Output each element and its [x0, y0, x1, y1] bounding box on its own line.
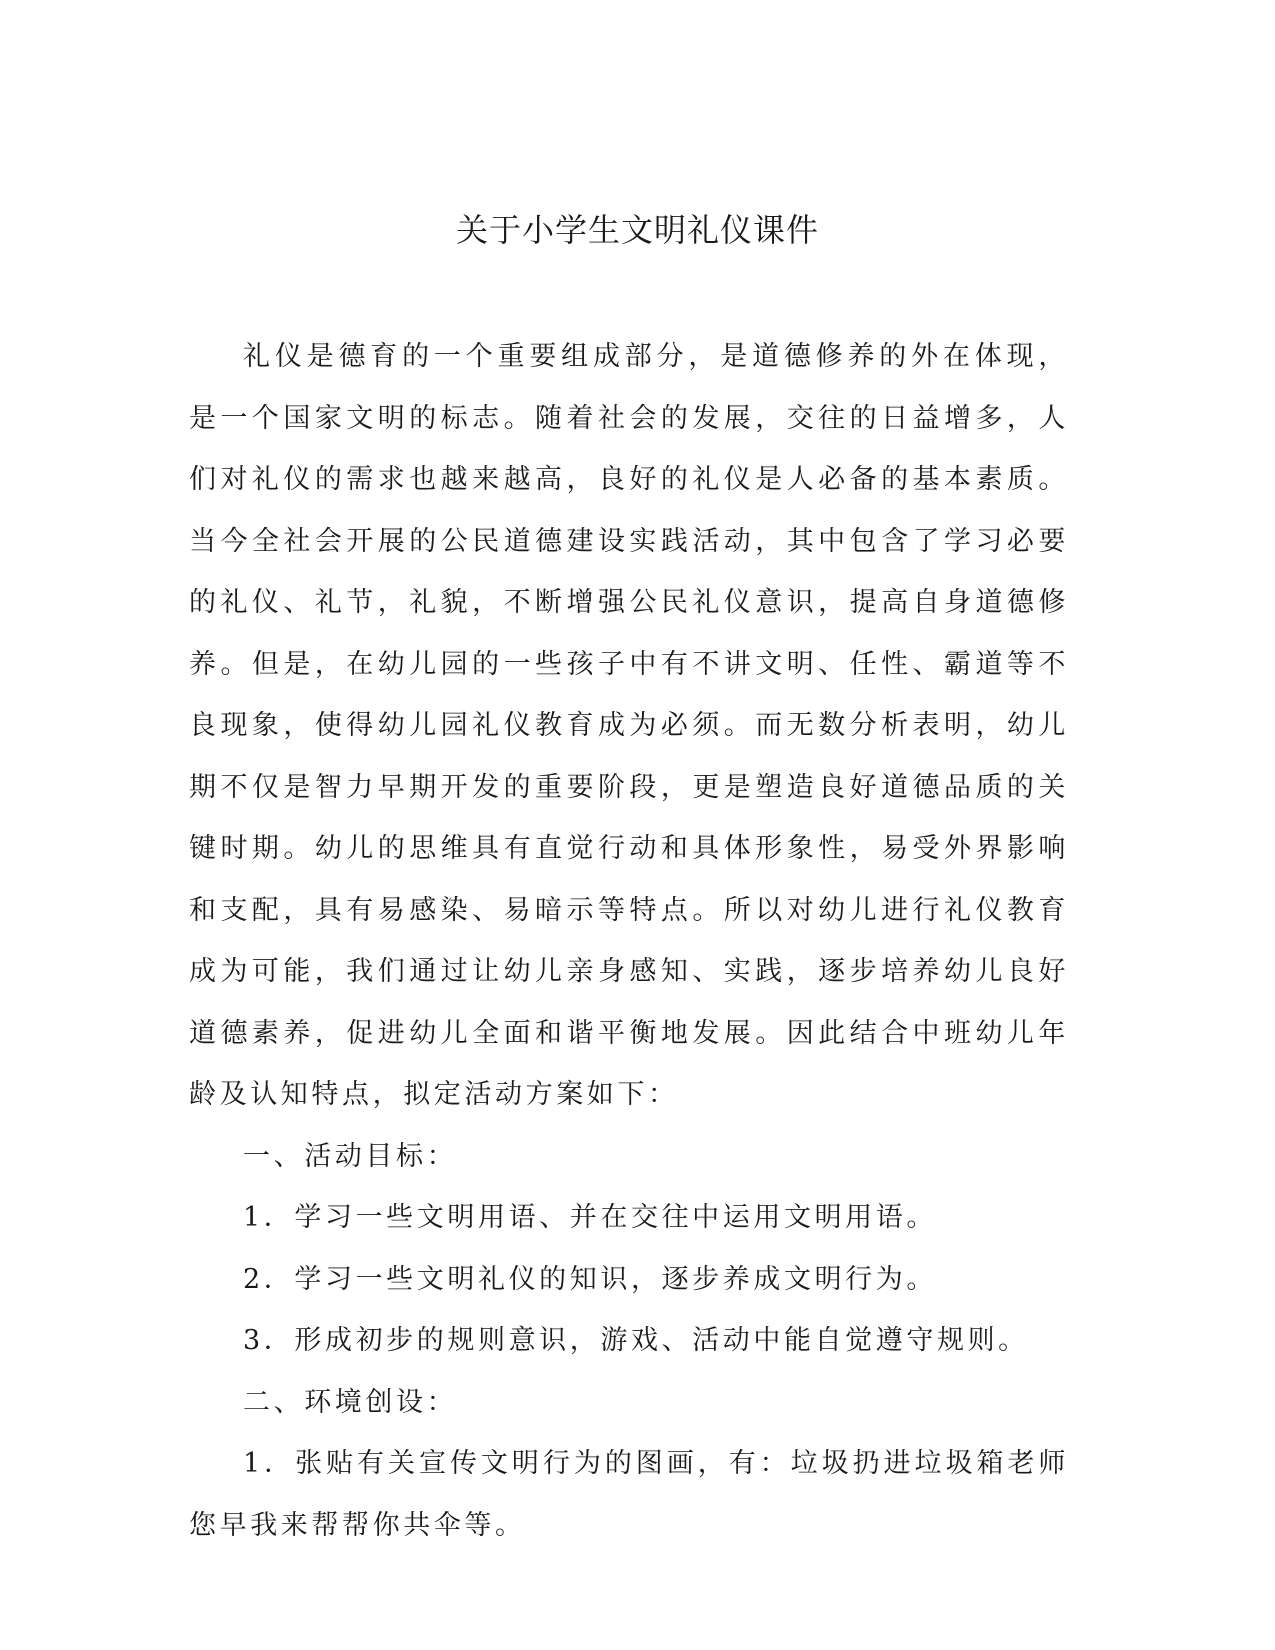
section-heading-environment: 二、环境创设：	[243, 1386, 458, 1418]
goal-item-3: 3．形成初步的规则意识，游戏、活动中能自觉遵守规则。	[243, 1325, 1029, 1356]
section-heading-goals: 一、活动目标：	[243, 1140, 458, 1172]
goal-item-2: 2．学习一些文明礼仪的知识，逐步养成文明行为。	[243, 1263, 937, 1295]
document-body	[189, 326, 1069, 1556]
environment-item-1: 1．张贴有关宣传文明行为的图画，有：垃圾扔进垃圾箱老师您早我来帮帮你共伞等。	[189, 1448, 1069, 1541]
intro-paragraph: 礼仪是德育的一个重要组成部分，是道德修养的外在体现，是一个国家文明的标志。随着社会的发展，交往的日益增多，人们对礼仪的需求也越来越高，良好的礼仪是人必备的基本素质。当今全社会开展的公民道德建设实践活动，其中包含了学习必要的礼仪、礼节，礼貌，不断增强公民礼仪意识，提高自身道德修养。但是，在幼儿园的一些孩子中有不讲文明、任性、霸道等不良现象，使得幼儿园礼仪教育成为必须。而无数分析表明，幼儿期不仅是智力早期开发的重要阶段，更是塑造良好道德品质的关键时期。幼儿的思维具有直觉行动和具体形象性，易受外界影响和支配，具有易感染、易暗示等特点。所以对幼儿进行礼仪教育成为可能，我们通过让幼儿亲身感知、实践，逐步培养幼儿良好道德素养，促进幼儿全面和谐平衡地发展。因此结合中班幼儿年龄及认知特点，拟定活动方案如下：	[189, 341, 1069, 1110]
document-title: 关于小学生文明礼仪课件	[455, 211, 819, 249]
goal-item-1: 1．学习一些文明用语、并在交往中运用文明用语。	[243, 1202, 937, 1233]
